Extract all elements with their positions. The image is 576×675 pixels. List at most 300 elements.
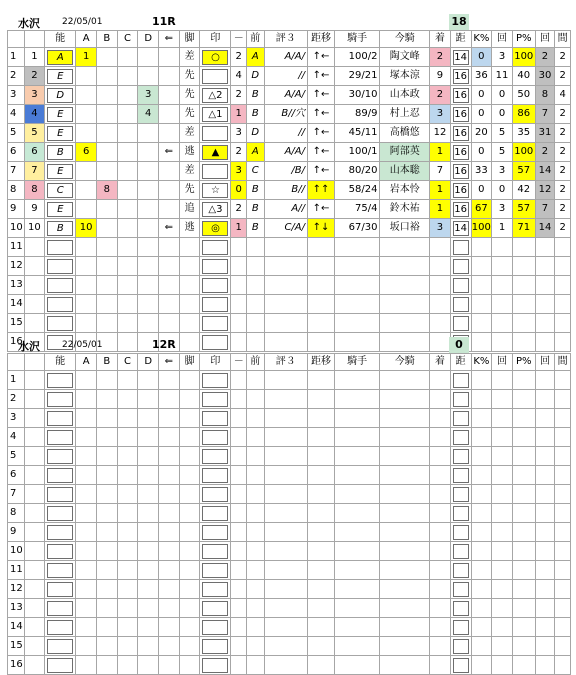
current-jockey-cell[interactable]: 高橋悠: [380, 124, 430, 143]
row-number-cell[interactable]: 13: [8, 276, 25, 295]
row-number-cell[interactable]: 12: [8, 580, 25, 599]
dash-cell[interactable]: [231, 599, 247, 618]
distance-cell[interactable]: [450, 390, 471, 409]
distance-cell-box[interactable]: [453, 297, 469, 312]
interval-cell[interactable]: [555, 390, 571, 409]
finish-cell[interactable]: [430, 314, 451, 333]
p-percent-cell[interactable]: [512, 276, 535, 295]
distance-move-cell[interactable]: [308, 504, 335, 523]
distance-move-cell[interactable]: ↑←: [308, 200, 335, 219]
ability-cell-box[interactable]: C: [47, 183, 73, 198]
distance-cell[interactable]: [450, 656, 471, 675]
distance-cell-box[interactable]: 16: [454, 127, 468, 139]
style-cell[interactable]: 先: [179, 86, 200, 105]
row-number-cell[interactable]: 16: [8, 656, 25, 675]
jockey-stats-cell[interactable]: [334, 656, 380, 675]
jockey-stats-cell[interactable]: [334, 637, 380, 656]
mark-cell[interactable]: [200, 200, 231, 219]
b-cell[interactable]: [96, 67, 117, 86]
prev-rank-cell[interactable]: [246, 428, 264, 447]
prev-rank-cell[interactable]: B: [246, 200, 264, 219]
distance-cell-box[interactable]: [453, 525, 469, 540]
finish-cell[interactable]: [430, 447, 451, 466]
count-cell[interactable]: [492, 276, 513, 295]
c-cell[interactable]: [117, 428, 138, 447]
count2-cell[interactable]: [535, 618, 555, 637]
jockey-stats-cell[interactable]: [334, 447, 380, 466]
current-jockey-cell[interactable]: [380, 428, 430, 447]
ability-cell-box[interactable]: E: [47, 164, 73, 179]
interval-cell[interactable]: 2: [555, 105, 571, 124]
a-cell[interactable]: [76, 428, 97, 447]
dash-cell[interactable]: [231, 618, 247, 637]
prev-rank-cell[interactable]: [246, 618, 264, 637]
distance-cell[interactable]: [450, 485, 471, 504]
style-cell[interactable]: [179, 371, 200, 390]
current-jockey-cell[interactable]: [380, 314, 430, 333]
finish-cell[interactable]: [430, 428, 451, 447]
ability-cell[interactable]: [45, 523, 76, 542]
d-cell[interactable]: [138, 48, 159, 67]
style-cell[interactable]: [179, 637, 200, 656]
row-number-cell[interactable]: 4: [8, 105, 25, 124]
jockey-stats-cell[interactable]: 75/4: [334, 200, 380, 219]
b-cell[interactable]: [96, 219, 117, 238]
jockey-stats-cell[interactable]: [334, 257, 380, 276]
interval-cell[interactable]: 2: [555, 143, 571, 162]
interval-cell[interactable]: [555, 314, 571, 333]
ability-cell-box[interactable]: A: [47, 50, 73, 65]
waku-cell[interactable]: [24, 238, 45, 257]
interval-cell[interactable]: [555, 447, 571, 466]
distance-move-cell[interactable]: [308, 561, 335, 580]
ability-cell[interactable]: [45, 200, 76, 219]
current-jockey-cell[interactable]: [380, 466, 430, 485]
b-cell[interactable]: [96, 466, 117, 485]
ability-cell[interactable]: [45, 48, 76, 67]
row-number-cell[interactable]: 7: [8, 485, 25, 504]
k-percent-cell[interactable]: [471, 599, 492, 618]
count2-cell[interactable]: [535, 599, 555, 618]
ability-cell[interactable]: [45, 257, 76, 276]
b-cell[interactable]: 8: [96, 181, 117, 200]
k-percent-cell[interactable]: [471, 238, 492, 257]
dash-cell[interactable]: [231, 428, 247, 447]
mark-cell-box[interactable]: [202, 430, 228, 445]
ability-cell-box[interactable]: [47, 620, 73, 635]
distance-move-cell[interactable]: [308, 238, 335, 257]
ability-cell-box[interactable]: [47, 449, 73, 464]
count2-cell[interactable]: [535, 371, 555, 390]
p-percent-cell[interactable]: [512, 485, 535, 504]
interval-cell[interactable]: 2: [555, 124, 571, 143]
mark-cell[interactable]: [200, 599, 231, 618]
arrow-cell[interactable]: [159, 314, 180, 333]
jockey-stats-cell[interactable]: [334, 580, 380, 599]
dash-cell[interactable]: [231, 542, 247, 561]
dash-cell[interactable]: 4: [231, 67, 247, 86]
prev-rank-cell[interactable]: B: [246, 181, 264, 200]
distance-cell-box[interactable]: [453, 601, 469, 616]
count-cell[interactable]: 0: [492, 181, 513, 200]
jockey-stats-cell[interactable]: [334, 238, 380, 257]
count-cell[interactable]: 5: [492, 143, 513, 162]
style-cell[interactable]: 差: [179, 162, 200, 181]
count2-cell[interactable]: [535, 428, 555, 447]
waku-cell[interactable]: 10: [24, 219, 45, 238]
c-cell[interactable]: [117, 219, 138, 238]
count2-cell[interactable]: [535, 238, 555, 257]
c-cell[interactable]: [117, 276, 138, 295]
distance-cell[interactable]: [450, 542, 471, 561]
c-cell[interactable]: [117, 48, 138, 67]
count-cell[interactable]: 1: [492, 219, 513, 238]
row-number-cell[interactable]: 10: [8, 542, 25, 561]
waku-cell[interactable]: [24, 523, 45, 542]
distance-cell[interactable]: [450, 561, 471, 580]
current-jockey-cell[interactable]: [380, 599, 430, 618]
row-number-cell[interactable]: 8: [8, 504, 25, 523]
row-number-cell[interactable]: 13: [8, 599, 25, 618]
distance-cell[interactable]: [450, 181, 471, 200]
b-cell[interactable]: [96, 390, 117, 409]
k-percent-cell[interactable]: [471, 542, 492, 561]
d-cell[interactable]: [138, 257, 159, 276]
a-cell[interactable]: [76, 181, 97, 200]
jockey-stats-cell[interactable]: [334, 542, 380, 561]
finish-cell[interactable]: 2: [430, 48, 451, 67]
c-cell[interactable]: [117, 295, 138, 314]
mark-cell[interactable]: [200, 219, 231, 238]
arrow-cell[interactable]: [159, 409, 180, 428]
ability-cell[interactable]: [45, 466, 76, 485]
prev-rank-cell[interactable]: A: [246, 48, 264, 67]
arrow-cell[interactable]: [159, 447, 180, 466]
interval-cell[interactable]: 2: [555, 200, 571, 219]
finish-cell[interactable]: 3: [430, 219, 451, 238]
d-cell[interactable]: [138, 656, 159, 675]
row-number-cell[interactable]: 9: [8, 523, 25, 542]
p-percent-cell[interactable]: [512, 504, 535, 523]
dash-cell[interactable]: 2: [231, 200, 247, 219]
prev-rank-cell[interactable]: [246, 637, 264, 656]
interval-cell[interactable]: [555, 561, 571, 580]
mark-cell[interactable]: [200, 485, 231, 504]
b-cell[interactable]: [96, 618, 117, 637]
eval-cell[interactable]: B//: [264, 181, 307, 200]
distance-move-cell[interactable]: [308, 656, 335, 675]
interval-cell[interactable]: [555, 618, 571, 637]
current-jockey-cell[interactable]: [380, 656, 430, 675]
eval-cell[interactable]: [264, 409, 307, 428]
mark-cell-box[interactable]: [202, 69, 228, 84]
ability-cell[interactable]: [45, 124, 76, 143]
ability-cell[interactable]: [45, 599, 76, 618]
finish-cell[interactable]: [430, 390, 451, 409]
style-cell[interactable]: [179, 580, 200, 599]
distance-cell-box[interactable]: 16: [454, 165, 468, 177]
b-cell[interactable]: [96, 257, 117, 276]
mark-cell[interactable]: [200, 162, 231, 181]
c-cell[interactable]: [117, 447, 138, 466]
distance-cell[interactable]: [450, 238, 471, 257]
current-jockey-cell[interactable]: [380, 276, 430, 295]
table-row[interactable]: [8, 162, 571, 181]
dash-cell[interactable]: [231, 637, 247, 656]
jockey-stats-cell[interactable]: [334, 561, 380, 580]
count-cell[interactable]: [492, 371, 513, 390]
distance-cell[interactable]: [450, 257, 471, 276]
prev-rank-cell[interactable]: [246, 371, 264, 390]
ability-cell[interactable]: [45, 314, 76, 333]
k-percent-cell[interactable]: 0: [471, 48, 492, 67]
ability-cell-box[interactable]: [47, 392, 73, 407]
waku-cell[interactable]: [24, 656, 45, 675]
arrow-cell[interactable]: [159, 523, 180, 542]
dash-cell[interactable]: [231, 504, 247, 523]
interval-cell[interactable]: [555, 599, 571, 618]
a-cell[interactable]: [76, 67, 97, 86]
style-cell[interactable]: [179, 409, 200, 428]
distance-cell-box[interactable]: [453, 620, 469, 635]
mark-cell[interactable]: [200, 105, 231, 124]
table-row[interactable]: [8, 637, 571, 656]
count2-cell[interactable]: [535, 485, 555, 504]
mark-cell-box[interactable]: [202, 297, 228, 312]
count2-cell[interactable]: 8: [535, 86, 555, 105]
finish-cell[interactable]: [430, 561, 451, 580]
ability-cell-box[interactable]: E: [47, 202, 73, 217]
ability-cell[interactable]: [45, 295, 76, 314]
mark-cell-box[interactable]: [202, 582, 228, 597]
style-cell[interactable]: 先: [179, 181, 200, 200]
finish-cell[interactable]: [430, 238, 451, 257]
interval-cell[interactable]: [555, 542, 571, 561]
interval-cell[interactable]: [555, 276, 571, 295]
distance-cell-box[interactable]: [453, 449, 469, 464]
style-cell[interactable]: [179, 447, 200, 466]
b-cell[interactable]: [96, 105, 117, 124]
p-percent-cell[interactable]: 100: [512, 48, 535, 67]
waku-cell[interactable]: [24, 466, 45, 485]
b-cell[interactable]: [96, 409, 117, 428]
mark-cell-box[interactable]: △3: [202, 202, 228, 217]
eval-cell[interactable]: [264, 276, 307, 295]
row-number-cell[interactable]: 10: [8, 219, 25, 238]
c-cell[interactable]: [117, 105, 138, 124]
prev-rank-cell[interactable]: D: [246, 67, 264, 86]
c-cell[interactable]: [117, 200, 138, 219]
d-cell[interactable]: [138, 504, 159, 523]
eval-cell[interactable]: [264, 466, 307, 485]
count2-cell[interactable]: [535, 580, 555, 599]
ability-cell[interactable]: [45, 219, 76, 238]
a-cell[interactable]: [76, 238, 97, 257]
mark-cell-box[interactable]: [202, 563, 228, 578]
arrow-cell[interactable]: [159, 542, 180, 561]
style-cell[interactable]: 差: [179, 48, 200, 67]
waku-cell[interactable]: [24, 371, 45, 390]
eval-cell[interactable]: [264, 257, 307, 276]
count-cell[interactable]: [492, 599, 513, 618]
count-cell[interactable]: 3: [492, 48, 513, 67]
eval-cell[interactable]: [264, 599, 307, 618]
style-cell[interactable]: 逃: [179, 219, 200, 238]
arrow-cell[interactable]: [159, 295, 180, 314]
count2-cell[interactable]: 2: [535, 48, 555, 67]
distance-cell[interactable]: [450, 314, 471, 333]
eval-cell[interactable]: [264, 314, 307, 333]
current-jockey-cell[interactable]: [380, 371, 430, 390]
k-percent-cell[interactable]: [471, 447, 492, 466]
ability-cell-box[interactable]: [47, 373, 73, 388]
k-percent-cell[interactable]: 0: [471, 143, 492, 162]
p-percent-cell[interactable]: 86: [512, 105, 535, 124]
a-cell[interactable]: [76, 618, 97, 637]
row-number-cell[interactable]: 1: [8, 48, 25, 67]
distance-move-cell[interactable]: [308, 485, 335, 504]
distance-move-cell[interactable]: ↑↑: [308, 181, 335, 200]
dash-cell[interactable]: [231, 561, 247, 580]
prev-rank-cell[interactable]: B: [246, 86, 264, 105]
count-cell[interactable]: [492, 580, 513, 599]
finish-cell[interactable]: 1: [430, 181, 451, 200]
finish-cell[interactable]: [430, 504, 451, 523]
table-row[interactable]: [8, 181, 571, 200]
ability-cell[interactable]: [45, 656, 76, 675]
row-number-cell[interactable]: 7: [8, 162, 25, 181]
eval-cell[interactable]: //: [264, 67, 307, 86]
waku-cell[interactable]: [24, 390, 45, 409]
c-cell[interactable]: [117, 181, 138, 200]
count2-cell[interactable]: [535, 390, 555, 409]
current-jockey-cell[interactable]: [380, 295, 430, 314]
waku-cell[interactable]: [24, 428, 45, 447]
distance-cell-box[interactable]: 16: [454, 203, 468, 215]
count-cell[interactable]: 3: [492, 162, 513, 181]
a-cell[interactable]: [76, 86, 97, 105]
finish-cell[interactable]: [430, 295, 451, 314]
current-jockey-cell[interactable]: 陶文峰: [380, 48, 430, 67]
interval-cell[interactable]: [555, 485, 571, 504]
distance-cell-box[interactable]: 16: [454, 108, 468, 120]
dash-cell[interactable]: 0: [231, 181, 247, 200]
ability-cell[interactable]: [45, 485, 76, 504]
finish-cell[interactable]: [430, 523, 451, 542]
dash-cell[interactable]: 3: [231, 162, 247, 181]
ability-cell[interactable]: [45, 637, 76, 656]
jockey-stats-cell[interactable]: 58/24: [334, 181, 380, 200]
mark-cell[interactable]: [200, 124, 231, 143]
mark-cell-box[interactable]: [202, 126, 228, 141]
d-cell[interactable]: [138, 485, 159, 504]
c-cell[interactable]: [117, 561, 138, 580]
waku-cell[interactable]: [24, 409, 45, 428]
finish-cell[interactable]: [430, 409, 451, 428]
a-cell[interactable]: 10: [76, 219, 97, 238]
ability-cell[interactable]: [45, 409, 76, 428]
mark-cell-box[interactable]: [202, 316, 228, 331]
c-cell[interactable]: [117, 409, 138, 428]
jockey-stats-cell[interactable]: [334, 409, 380, 428]
table-row[interactable]: [8, 371, 571, 390]
p-percent-cell[interactable]: 40: [512, 67, 535, 86]
dash-cell[interactable]: [231, 409, 247, 428]
k-percent-cell[interactable]: [471, 409, 492, 428]
row-number-cell[interactable]: 14: [8, 295, 25, 314]
interval-cell[interactable]: 2: [555, 67, 571, 86]
interval-cell[interactable]: 2: [555, 181, 571, 200]
mark-cell-box[interactable]: ◎: [202, 221, 228, 236]
ability-cell-box[interactable]: [47, 316, 73, 331]
count2-cell[interactable]: [535, 656, 555, 675]
mark-cell-box[interactable]: [202, 411, 228, 426]
style-cell[interactable]: [179, 618, 200, 637]
count2-cell[interactable]: 2: [535, 143, 555, 162]
table-row[interactable]: [8, 200, 571, 219]
distance-cell-box[interactable]: [453, 506, 469, 521]
eval-cell[interactable]: [264, 561, 307, 580]
p-percent-cell[interactable]: [512, 637, 535, 656]
prev-rank-cell[interactable]: B: [246, 219, 264, 238]
style-cell[interactable]: [179, 314, 200, 333]
count2-cell[interactable]: 7: [535, 105, 555, 124]
interval-cell[interactable]: [555, 371, 571, 390]
distance-move-cell[interactable]: ↑↓: [308, 219, 335, 238]
d-cell[interactable]: [138, 219, 159, 238]
mark-cell[interactable]: [200, 48, 231, 67]
dash-cell[interactable]: [231, 466, 247, 485]
d-cell[interactable]: [138, 542, 159, 561]
dash-cell[interactable]: [231, 371, 247, 390]
a-cell[interactable]: [76, 371, 97, 390]
interval-cell[interactable]: 2: [555, 48, 571, 67]
mark-cell[interactable]: [200, 580, 231, 599]
interval-cell[interactable]: [555, 466, 571, 485]
prev-rank-cell[interactable]: B: [246, 105, 264, 124]
interval-cell[interactable]: 2: [555, 219, 571, 238]
ability-cell-box[interactable]: [47, 658, 73, 673]
c-cell[interactable]: [117, 143, 138, 162]
count-cell[interactable]: [492, 504, 513, 523]
jockey-stats-cell[interactable]: 100/2: [334, 48, 380, 67]
distance-move-cell[interactable]: [308, 295, 335, 314]
d-cell[interactable]: [138, 143, 159, 162]
distance-move-cell[interactable]: [308, 466, 335, 485]
count2-cell[interactable]: [535, 276, 555, 295]
waku-cell[interactable]: 9: [24, 200, 45, 219]
count-cell[interactable]: [492, 618, 513, 637]
current-jockey-cell[interactable]: [380, 618, 430, 637]
eval-cell[interactable]: C/A/: [264, 219, 307, 238]
arrow-cell[interactable]: [159, 466, 180, 485]
distance-cell-box[interactable]: 16: [454, 89, 468, 101]
jockey-stats-cell[interactable]: [334, 428, 380, 447]
b-cell[interactable]: [96, 561, 117, 580]
arrow-cell[interactable]: [159, 561, 180, 580]
p-percent-cell[interactable]: [512, 599, 535, 618]
a-cell[interactable]: 1: [76, 48, 97, 67]
distance-move-cell[interactable]: ↑←: [308, 143, 335, 162]
ability-cell[interactable]: [45, 580, 76, 599]
finish-cell[interactable]: 2: [430, 86, 451, 105]
distance-move-cell[interactable]: ↑←: [308, 67, 335, 86]
b-cell[interactable]: [96, 86, 117, 105]
style-cell[interactable]: 差: [179, 124, 200, 143]
d-cell[interactable]: [138, 124, 159, 143]
ability-cell[interactable]: [45, 542, 76, 561]
mark-cell-box[interactable]: ○: [202, 50, 228, 65]
